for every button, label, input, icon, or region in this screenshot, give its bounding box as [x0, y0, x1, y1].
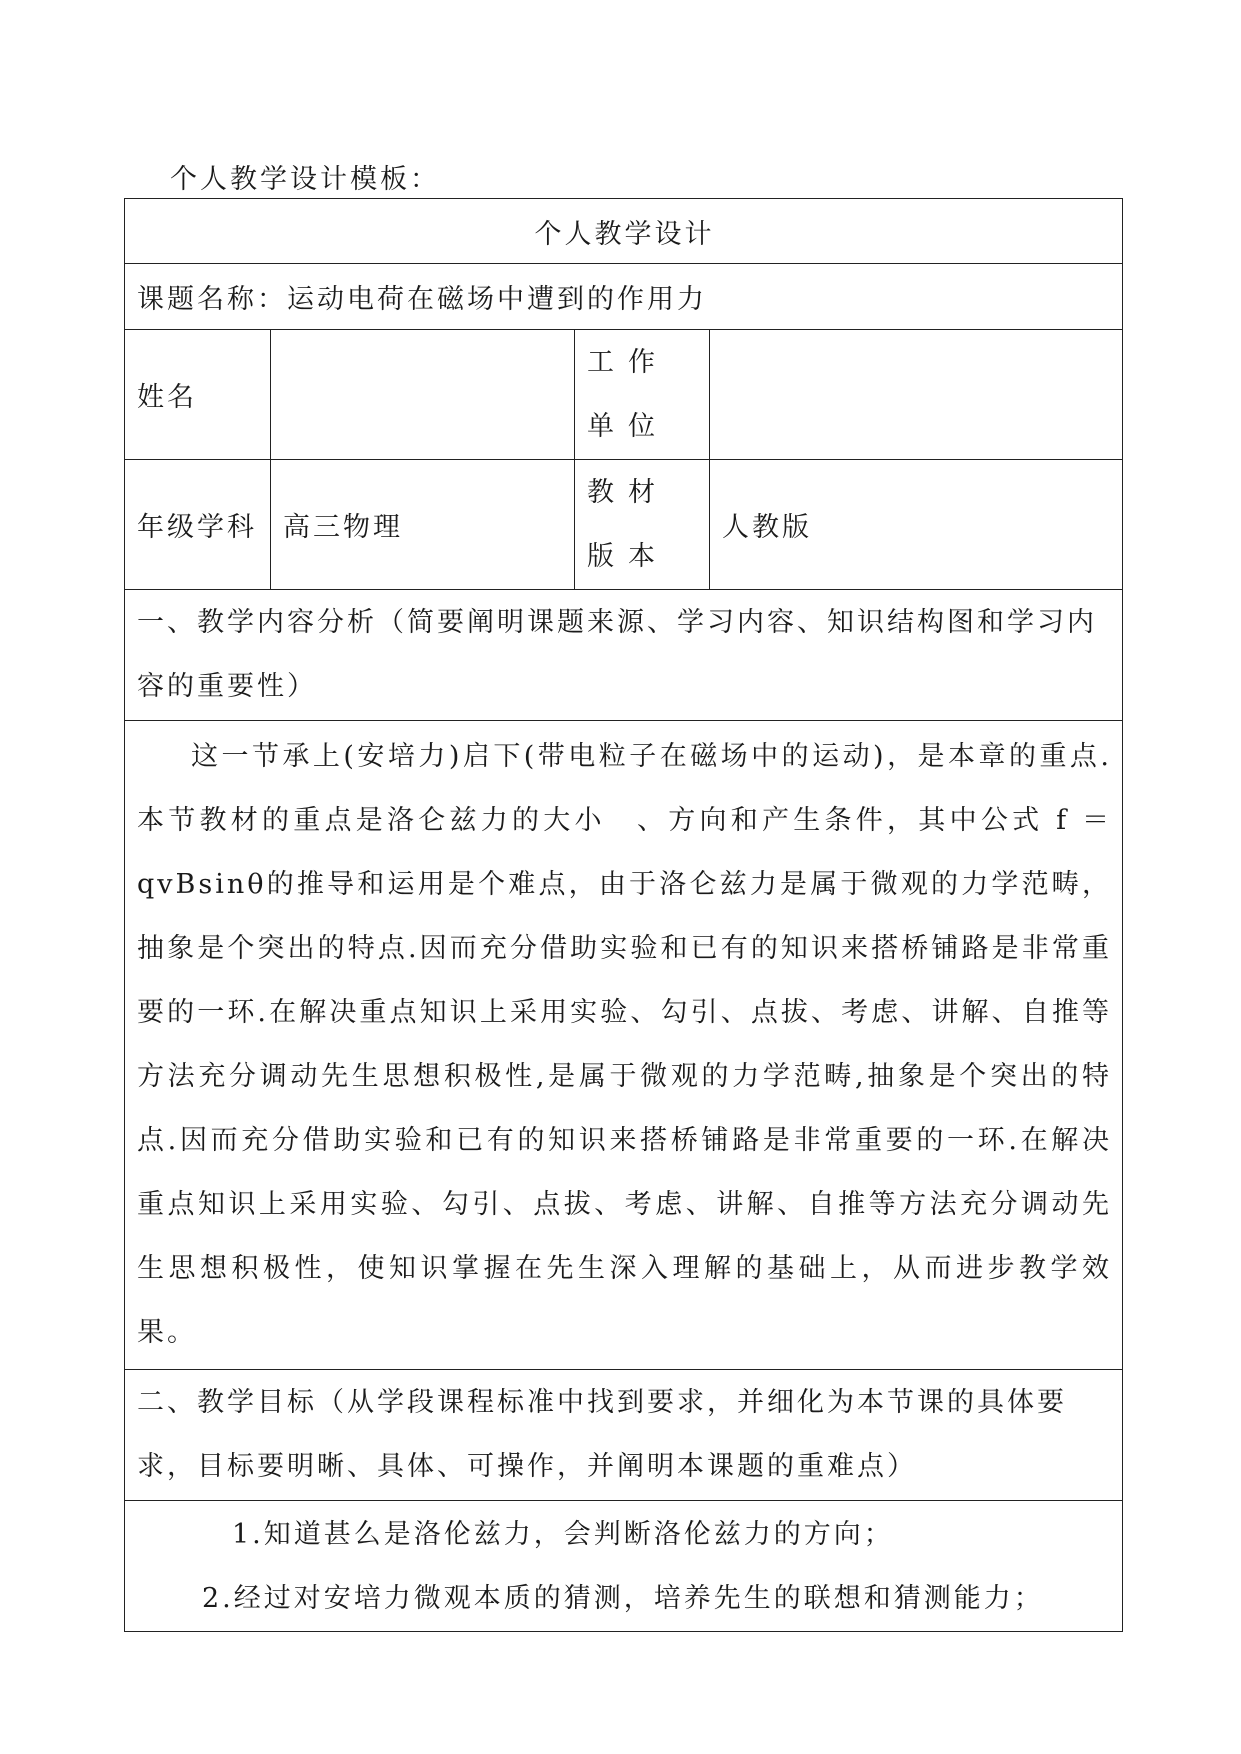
section2-heading: 二、教学目标（从学段课程标准中找到要求，并细化为本节课的具体要求，目标要明晰、具体、可操作，并阐明本课题的重难点）	[125, 1370, 1123, 1501]
goal-item-1: 1.知道甚么是洛伦兹力，会判断洛伦兹力的方向；	[232, 1519, 894, 1550]
table-title-row	[125, 199, 1123, 264]
textbook-version-value[interactable]: 人教版	[710, 460, 1123, 590]
section1-heading-row	[125, 590, 1123, 721]
goals-row	[125, 1501, 1123, 1632]
topic-row	[125, 264, 1123, 330]
table-title: 个人教学设计	[125, 199, 1123, 264]
work-unit-label-text: 工作单位	[587, 346, 669, 442]
section1-content: 这一节承上(安培力)启下(带电粒子在磁场中的运动)，是本章的重点.本节教材的重点是洛仑兹力的大小 、方向和产生条件，其中公式 f ＝qvBsinθ的推导和运用是个难点，由于洛仑兹力是属于微观的力学范畴，抽象是个突出的特点.因而充分借助实验和已有的知识来搭桥铺路是非常重要的一环.在解决重点知识上采用实验、勾引、点拔、考虑、讲解、自推等方法充分调动先生思想积极性,是属于微观的力学范畴,抽象是个突出的特点.因而充分借助实验和已有的知识来搭桥铺路是非常重要的一环.在解决重点知识上采用实验、勾引、点拔、考虑、讲解、自推等方法充分调动先生思想积极性，使知识掌握在先生深入理解的基础上，从而进步教学效果。	[137, 741, 1112, 1348]
name-row	[125, 330, 1123, 460]
topic-value: 运动电荷在磁场中遭到的作用力	[287, 284, 707, 315]
textbook-version-label-text: 教材版本	[587, 476, 669, 572]
grade-row	[125, 460, 1123, 590]
section1-content-cell	[125, 721, 1123, 1370]
topic-cell	[125, 264, 1123, 330]
work-unit-label	[575, 330, 710, 460]
section1-content-row	[125, 721, 1123, 1370]
goals-cell	[125, 1501, 1123, 1632]
grade-subject-value[interactable]: 高三物理	[271, 460, 575, 590]
section1-heading: 一、教学内容分析（简要阐明课题来源、学习内容、知识结构图和学习内容的重要性）	[125, 590, 1123, 721]
section2-heading-row	[125, 1370, 1123, 1501]
topic-label: 课题名称：	[137, 284, 287, 315]
work-unit-value[interactable]	[710, 330, 1123, 460]
lesson-design-table	[124, 198, 1123, 1632]
grade-subject-label: 年级学科	[125, 460, 271, 590]
template-intro-label: 个人教学设计模板：	[170, 164, 440, 195]
name-value[interactable]	[271, 330, 575, 460]
textbook-version-label	[575, 460, 710, 590]
name-label: 姓名	[125, 330, 271, 460]
goal-item-2: 2.经过对安培力微观本质的猜测，培养先生的联想和猜测能力；	[202, 1583, 1044, 1614]
